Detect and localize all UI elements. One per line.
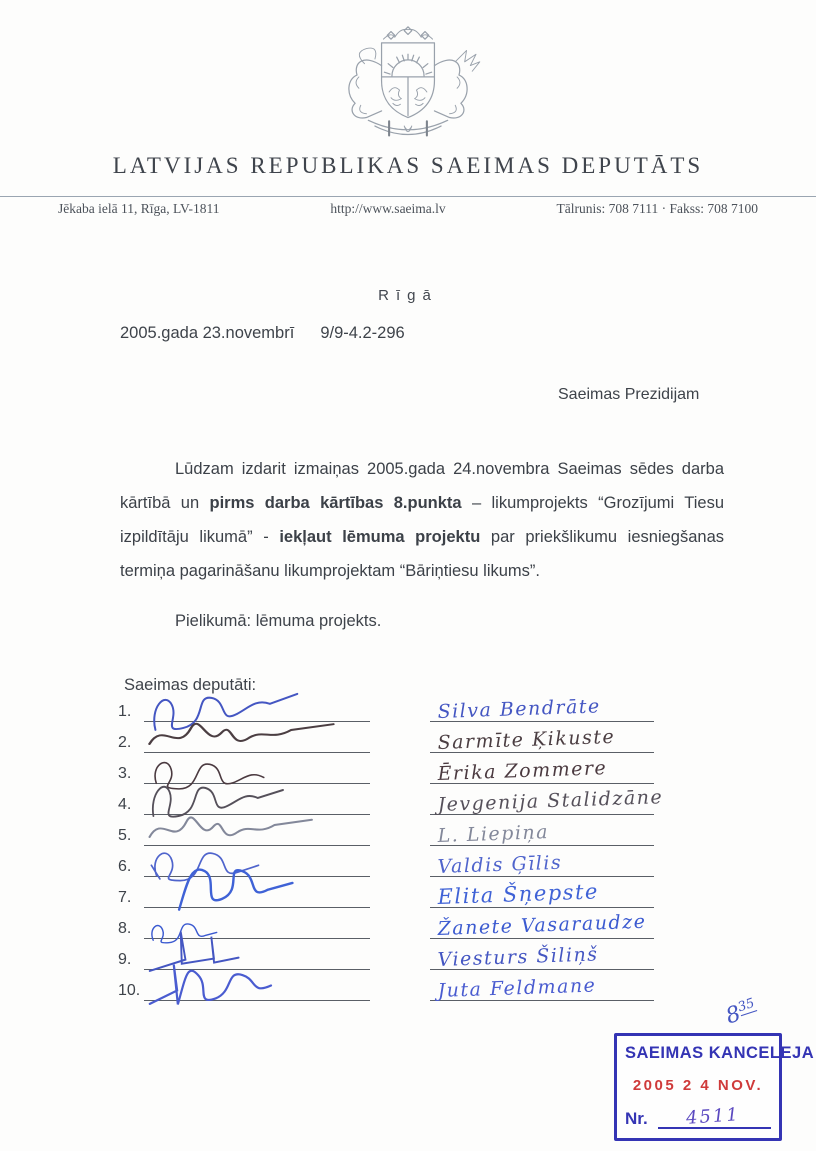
letterhead-divider	[0, 196, 816, 197]
stamp-nr-line	[658, 1104, 771, 1129]
signer-name: Viesturs Šiliņš	[437, 943, 599, 971]
date-line	[120, 324, 405, 343]
signer-name: Sarmīte Ķikuste	[437, 725, 616, 754]
signature-row	[118, 877, 658, 908]
row-number: 5.	[118, 827, 132, 844]
signature-scribble	[145, 705, 373, 760]
row-number: 4.	[118, 796, 132, 813]
row-number: 1.	[118, 703, 132, 720]
handwritten-note-superscript: 35	[736, 995, 757, 1016]
signer-name-line	[430, 691, 654, 722]
page-title: LATVIJAS REPUBLIKAS SAEIMAS DEPUTĀTS	[112, 153, 704, 178]
signer-name-line	[430, 753, 654, 784]
signature-line	[144, 877, 370, 908]
signer-name-line	[430, 784, 664, 816]
signer-name: Silva Bendrāte	[437, 695, 602, 723]
body-text-segment: – likumprojekts “Grozījumi Tiesu izpildītāju likumā” -	[120, 494, 724, 546]
letterhead-address: Jēkaba ielā 11, Rīga, LV-1811	[58, 201, 220, 216]
signature-line	[144, 970, 370, 1001]
letter-date: 2005.gada 23.novembrī	[120, 324, 295, 342]
body-text-segment: Lūdzam izdarit izmaiņas 2005.gada 24.novembra Saeimas sēdes darba kārtībā un	[120, 460, 724, 512]
signature-line	[144, 722, 370, 753]
body-paragraph	[120, 452, 724, 588]
stamp-number-row	[625, 1104, 771, 1129]
body-text-bold-segment: pirms darba kārtības 8.punkta	[209, 494, 462, 512]
signer-name: Valdis Ģīlis	[437, 851, 563, 878]
body-text-segment: par priekšlikumu iesniegšanas termiņa pagarināšanu likumprojektam “Bāriņtiesu likums”.	[120, 528, 724, 580]
row-number: 9.	[118, 951, 132, 968]
body-text-bold-segment: iekļaut lēmuma projektu	[279, 528, 481, 546]
handwritten-note	[723, 996, 760, 1030]
row-number: 7.	[118, 889, 132, 906]
signer-name-line	[430, 877, 654, 908]
signer-name: Elita Šņepste	[437, 879, 600, 909]
signature-row	[118, 815, 658, 846]
signer-name: L. Liepiņa	[437, 821, 550, 847]
signer-name-line	[430, 815, 654, 846]
row-number: 3.	[118, 765, 132, 782]
signer-name: Žanete Vasaraudze	[437, 910, 647, 940]
signer-name-line	[430, 846, 654, 877]
signer-name: Juta Feldmane	[437, 974, 597, 1002]
signer-name-line	[430, 722, 654, 753]
reference-number: 9/9-4.2-296	[320, 324, 405, 342]
handwritten-note-base: 8	[722, 1001, 744, 1030]
letterhead-website: http://www.saeima.lv	[330, 201, 446, 216]
signature-row	[118, 970, 658, 1001]
row-number: 2.	[118, 734, 132, 751]
place-line: Rīgā	[378, 287, 438, 304]
addressee-line: Saeimas Prezidijam	[558, 386, 700, 403]
row-number: 10.	[118, 982, 141, 999]
signature-row	[118, 722, 658, 753]
signers-heading: Saeimas deputāti:	[124, 676, 257, 694]
signer-name-line	[430, 939, 654, 970]
stamp-nr-label: Nr.	[625, 1109, 648, 1128]
letterhead-contact-row	[0, 201, 816, 217]
stamp-date: 2005 2 4 NOV.	[632, 1077, 764, 1094]
row-number: 6.	[118, 858, 132, 875]
letterhead-phone-fax: Tālrunis: 708 7111 · Fakss: 708 7100	[556, 201, 758, 216]
stamp-title: SAEIMAS KANCELEJA	[625, 1044, 815, 1062]
signer-name: Jevgenija Stalidzāne	[437, 786, 664, 816]
row-number: 8.	[118, 920, 132, 937]
signature-table	[118, 691, 664, 1002]
signer-name-line	[430, 970, 654, 1001]
signer-name: Ērika Zommere	[437, 757, 608, 785]
stamp-nr-value: 4511	[685, 1104, 741, 1129]
signer-name-line	[430, 908, 654, 939]
signature-line	[144, 815, 370, 846]
registry-stamp	[614, 1033, 815, 1141]
attachment-line: Pielikumā: lēmuma projekts.	[175, 612, 382, 630]
latvia-coat-of-arms-emblem	[323, 20, 493, 148]
signature-scribble	[146, 953, 328, 1008]
